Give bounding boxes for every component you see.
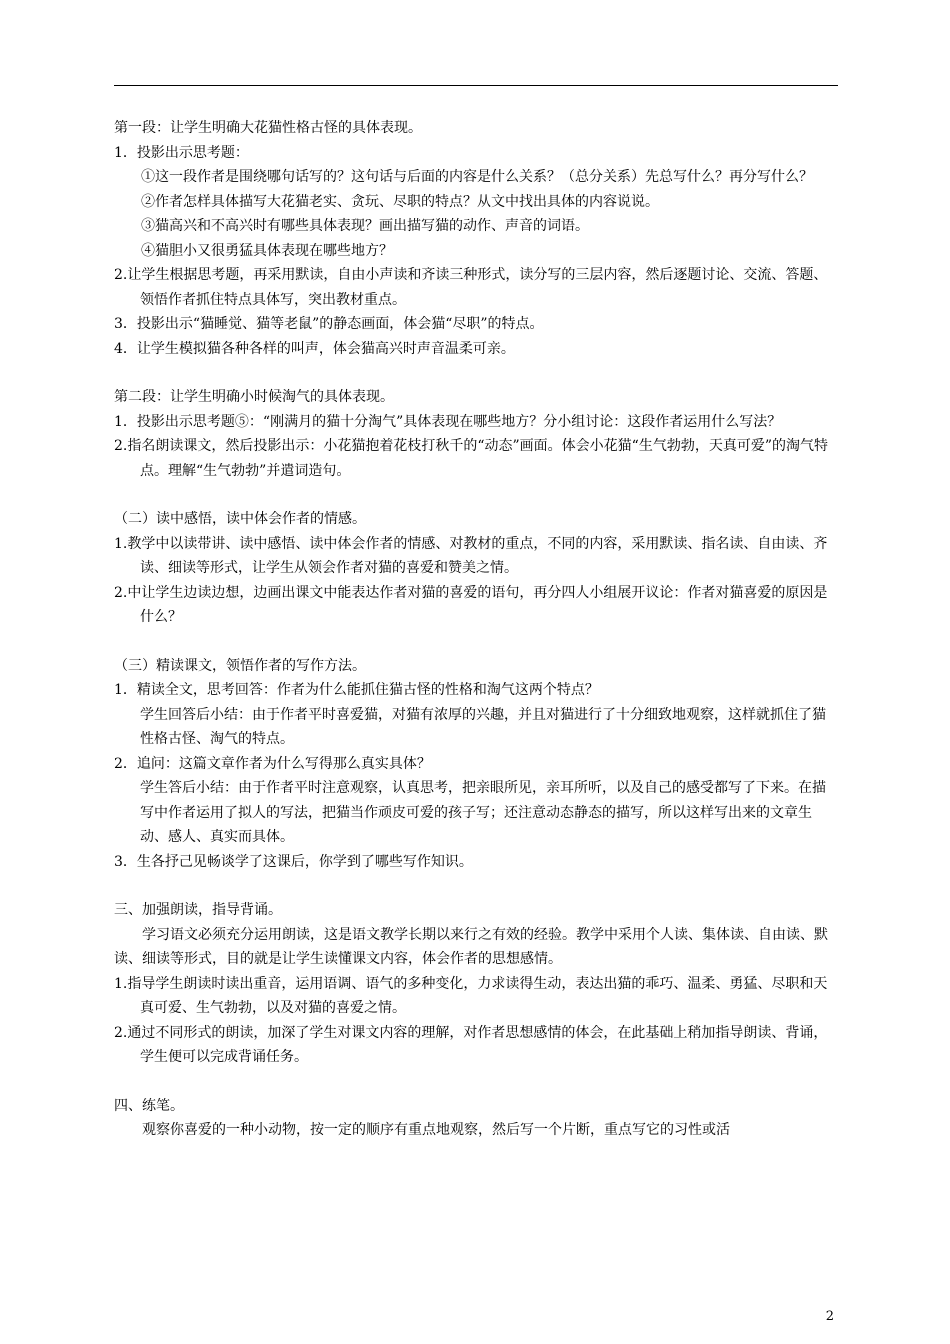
section4-heading: （三）精读课文，领悟作者的写作方法。 — [114, 657, 366, 674]
question-3: ③猫高兴和不高兴时有哪些具体表现？画出描写猫的动作、声音的词语。 — [141, 218, 589, 234]
document-body — [114, 116, 838, 1143]
section4-item-1-answer: 学生回答后小结：由于作者平时喜爱猫，对猫有浓厚的兴趣，并且对猫进行了十分细致地观察，这样就抓住了猫性格古怪、淘气的特点。 — [140, 706, 826, 747]
section3-heading: （二）读中感悟，读中体会作者的情感。 — [114, 511, 366, 527]
header-rule — [114, 85, 838, 86]
question-2: ②作者怎样具体描写大花猫老实、贪玩、尽职的特点？从文中找出具体的内容说说。 — [141, 193, 659, 210]
section5-item-2: 2.通过不同形式的朗读，加深了学生对课文内容的理解，对作者思想感情的体会，在此基础上稍加指导朗读、背诵，学生便可以完成背诵任务。 — [114, 1024, 828, 1065]
section6-paragraph: 观察你喜爱的一种小动物，按一定的顺序有重点地观察，然后写一个片断，重点写它的习性或活 — [142, 1122, 730, 1138]
page-number: 2 — [825, 1309, 834, 1324]
section3-item-1: 1.教学中以读带讲、读中感悟、读中体会作者的情感、对教材的重点，不同的内容，采用默读、指名读、自由读、齐读、细读等形式，让学生从领会作者对猫的喜爱和赞美之情。 — [114, 535, 828, 576]
question-1: ①这一段作者是围绕哪句话写的？这句话与后面的内容是什么关系？（总分关系）先总写什么？再分写什么？ — [141, 169, 813, 185]
section1-item-1: 1．投影出示思考题： — [114, 144, 249, 161]
section5-item-1: 1.指导学生朗读时读出重音，运用语调、语气的多种变化，力求读得生动，表达出猫的乖巧、温柔、勇猛、尽职和天真可爱、生气勃勃，以及对猫的喜爱之情。 — [114, 975, 828, 1016]
section2-item-2: 2.指名朗读课文，然后投影出示：小花猫抱着花枝打秋千的“动态”画面。体会小花猫“生气勃勃，天真可爱”的淘气特点。理解“生气勃勃”并遣词造句。 — [114, 438, 828, 479]
section3-item-2: 2.中让学生边读边想，边画出课文中能表达作者对猫的喜爱的语句，再分四人小组展开议论：作者对猫喜爱的原因是什么？ — [114, 584, 828, 625]
section1-item-2: 2.让学生根据思考题，再采用默读，自由小声读和齐读三种形式，读分写的三层内容，然后逐题讨论、交流、答题、领悟作者抓住特点具体写，突出教材重点。 — [114, 267, 828, 308]
section4-item-2-answer: 学生答后小结：由于作者平时注意观察，认真思考，把亲眼所见，亲耳所听，以及自己的感受都写了下来。在描写中作者运用了拟人的写法，把猫当作顽皮可爱的孩子写；还注意动态静态的描写，所以这样写出来的文章生动、感人、真实而具体。 — [140, 780, 826, 845]
section1-item-3: 3．投影出示“猫睡觉、猫等老鼠”的静态画面，体会猫“尽职”的特点。 — [114, 316, 544, 332]
section2-item-1: 1．投影出示思考题⑤：“刚满月的猫十分淘气”具体表现在哪些地方？分小组讨论：这段作者运用什么写法？ — [114, 413, 782, 430]
section1-item-4: 4．让学生模拟猫各种各样的叫声，体会猫高兴时声音温柔可亲。 — [114, 340, 515, 357]
section1-heading: 第一段：让学生明确大花猫性格古怪的具体表现。 — [114, 120, 422, 136]
section4-item-2: 2．追问：这篇文章作者为什么写得那么真实具体？ — [114, 755, 431, 772]
section2-heading: 第二段：让学生明确小时候淘气的具体表现。 — [114, 389, 394, 405]
question-4: ④猫胆小又很勇猛具体表现在哪些地方？ — [141, 242, 393, 259]
section4-item-1: 1．精读全文，思考回答：作者为什么能抓住猫古怪的性格和淘气这两个特点？ — [114, 682, 599, 698]
section5-paragraph: 学习语文必须充分运用朗读，这是语文教学长期以来行之有效的经验。教学中采用个人读、集体读、自由读、默读、细读等形式，目的就是让学生读懂课文内容，体会作者的思想感情。 — [114, 926, 828, 967]
section5-heading: 三、加强朗读，指导背诵。 — [114, 902, 282, 918]
section6-heading: 四、练笔。 — [114, 1097, 184, 1114]
section4-item-3: 3．生各抒己见畅谈学了这课后，你学到了哪些写作知识。 — [114, 853, 473, 870]
